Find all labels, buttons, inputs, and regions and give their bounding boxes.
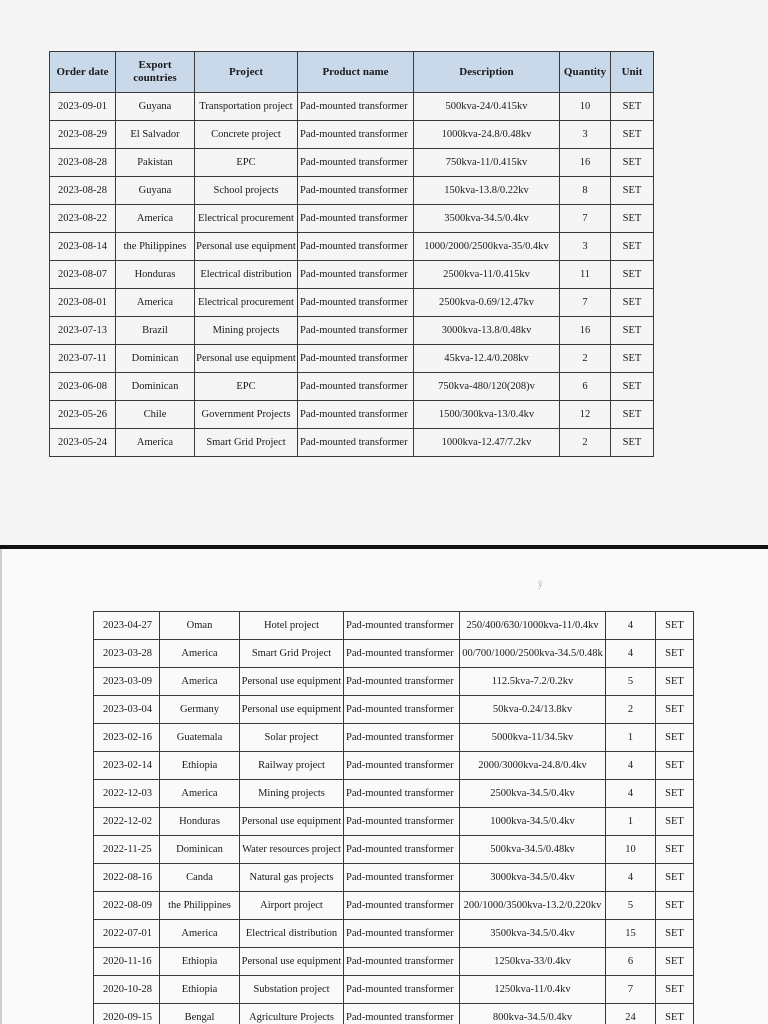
cell-product-name: Pad-mounted transformer <box>344 752 460 780</box>
cell-unit: SET <box>611 373 654 401</box>
cell-quantity: 16 <box>560 317 611 345</box>
cell-description: 45kva-12.4/0.208kv <box>414 345 560 373</box>
cell-quantity: 4 <box>606 780 656 808</box>
cell-unit: SET <box>656 892 694 920</box>
cell-country: Dominican <box>116 345 195 373</box>
cell-unit: SET <box>611 345 654 373</box>
cell-product-name: Pad-mounted transformer <box>344 724 460 752</box>
table-row <box>94 724 694 752</box>
cell-product-name: Pad-mounted transformer <box>298 401 414 429</box>
cell-order-date: 2020-09-15 <box>94 1004 160 1024</box>
cell-quantity: 4 <box>606 640 656 668</box>
cell-project: Water resources project <box>240 836 344 864</box>
cell-order-date: 2022-12-02 <box>94 808 160 836</box>
cell-quantity: 2 <box>560 345 611 373</box>
cell-product-name: Pad-mounted transformer <box>298 233 414 261</box>
cell-country: America <box>116 429 195 457</box>
cell-project: Personal use equipment <box>240 948 344 976</box>
cell-order-date: 2023-07-13 <box>50 317 116 345</box>
cell-order-date: 2023-05-24 <box>50 429 116 457</box>
table-row <box>50 93 654 121</box>
cell-description: 112.5kva-7.2/0.2kv <box>460 668 606 696</box>
table-row <box>50 149 654 177</box>
cell-project: Personal use equipment <box>240 696 344 724</box>
cell-unit: SET <box>656 1004 694 1024</box>
cell-country: Guyana <box>116 177 195 205</box>
cell-order-date: 2023-06-08 <box>50 373 116 401</box>
cell-project: Transportation project <box>195 93 298 121</box>
cell-unit: SET <box>656 780 694 808</box>
cell-order-date: 2023-02-16 <box>94 724 160 752</box>
cell-description: 500kva-34.5/0.48kv <box>460 836 606 864</box>
table-row <box>94 612 694 640</box>
cell-quantity: 6 <box>606 948 656 976</box>
table-row <box>94 780 694 808</box>
cell-project: Agriculture Projects <box>240 1004 344 1024</box>
cell-order-date: 2022-07-01 <box>94 920 160 948</box>
cell-quantity: 3 <box>560 121 611 149</box>
cell-project: Smart Grid Project <box>240 640 344 668</box>
cell-quantity: 10 <box>560 93 611 121</box>
cell-project: Mining projects <box>195 317 298 345</box>
table-row <box>94 976 694 1004</box>
table-row <box>94 864 694 892</box>
table-row <box>50 345 654 373</box>
cell-product-name: Pad-mounted transformer <box>344 920 460 948</box>
cell-unit: SET <box>656 724 694 752</box>
table-row <box>50 401 654 429</box>
cell-order-date: 2022-08-09 <box>94 892 160 920</box>
cell-quantity: 7 <box>606 976 656 1004</box>
cell-country: Chile <box>116 401 195 429</box>
cell-project: School projects <box>195 177 298 205</box>
cell-unit: SET <box>611 177 654 205</box>
table-row <box>94 920 694 948</box>
cell-unit: SET <box>611 261 654 289</box>
cell-quantity: 12 <box>560 401 611 429</box>
table-row <box>94 892 694 920</box>
cell-project: Personal use equipment <box>195 233 298 261</box>
table-row <box>94 668 694 696</box>
cell-quantity: 6 <box>560 373 611 401</box>
cell-description: 00/700/1000/2500kva-34.5/0.48k <box>460 640 606 668</box>
cell-country: the Philippines <box>116 233 195 261</box>
table-row <box>50 289 654 317</box>
cell-country: the Philippines <box>160 892 240 920</box>
orders-table-1 <box>49 51 654 457</box>
cell-country: Pakistan <box>116 149 195 177</box>
cell-country: Oman <box>160 612 240 640</box>
table-row <box>50 205 654 233</box>
cell-description: 150kva-13.8/0.22kv <box>414 177 560 205</box>
cell-unit: SET <box>656 668 694 696</box>
cell-unit: SET <box>656 612 694 640</box>
cell-description: 1000kva-12.47/7.2kv <box>414 429 560 457</box>
cell-order-date: 2023-08-29 <box>50 121 116 149</box>
cell-quantity: 4 <box>606 864 656 892</box>
header-order-date: Order date <box>50 52 116 93</box>
cell-order-date: 2023-08-07 <box>50 261 116 289</box>
cell-order-date: 2023-08-28 <box>50 149 116 177</box>
cell-description: 1000kva-24.8/0.48kv <box>414 121 560 149</box>
table-header-row <box>50 52 654 93</box>
cell-project: Electrical procurement <box>195 205 298 233</box>
cell-unit: SET <box>611 121 654 149</box>
cell-unit: SET <box>656 640 694 668</box>
cell-quantity: 1 <box>606 808 656 836</box>
cell-description: 2500kva-0.69/12.47kv <box>414 289 560 317</box>
cell-order-date: 2023-03-28 <box>94 640 160 668</box>
scan-speck: ỹ <box>538 579 543 589</box>
cell-order-date: 2023-05-26 <box>50 401 116 429</box>
cell-order-date: 2022-12-03 <box>94 780 160 808</box>
cell-unit: SET <box>656 976 694 1004</box>
header-description: Description <box>414 52 560 93</box>
table-row <box>94 808 694 836</box>
cell-quantity: 5 <box>606 892 656 920</box>
cell-description: 750kva-11/0.415kv <box>414 149 560 177</box>
cell-product-name: Pad-mounted transformer <box>298 205 414 233</box>
cell-order-date: 2020-10-28 <box>94 976 160 1004</box>
cell-quantity: 8 <box>560 177 611 205</box>
cell-country: Ethiopia <box>160 976 240 1004</box>
cell-order-date: 2022-08-16 <box>94 864 160 892</box>
table-row <box>94 752 694 780</box>
cell-country: Bengal <box>160 1004 240 1024</box>
cell-unit: SET <box>656 920 694 948</box>
cell-description: 1000kva-34.5/0.4kv <box>460 808 606 836</box>
cell-order-date: 2023-02-14 <box>94 752 160 780</box>
cell-product-name: Pad-mounted transformer <box>344 808 460 836</box>
cell-country: Dominican <box>160 836 240 864</box>
cell-product-name: Pad-mounted transformer <box>298 429 414 457</box>
cell-order-date: 2023-07-11 <box>50 345 116 373</box>
cell-quantity: 5 <box>606 668 656 696</box>
cell-order-date: 2023-03-04 <box>94 696 160 724</box>
orders-table-2 <box>93 611 694 1024</box>
cell-product-name: Pad-mounted transformer <box>298 177 414 205</box>
cell-unit: SET <box>611 401 654 429</box>
cell-country: Canda <box>160 864 240 892</box>
cell-unit: SET <box>656 948 694 976</box>
cell-project: Airport project <box>240 892 344 920</box>
cell-description: 50kva-0.24/13.8kv <box>460 696 606 724</box>
cell-country: Guyana <box>116 93 195 121</box>
header-project: Project <box>195 52 298 93</box>
cell-product-name: Pad-mounted transformer <box>298 121 414 149</box>
table-row <box>50 373 654 401</box>
cell-country: Germany <box>160 696 240 724</box>
cell-description: 1500/300kva-13/0.4kv <box>414 401 560 429</box>
cell-country: America <box>116 205 195 233</box>
cell-project: Electrical distribution <box>240 920 344 948</box>
cell-quantity: 16 <box>560 149 611 177</box>
cell-product-name: Pad-mounted transformer <box>298 289 414 317</box>
cell-project: Personal use equipment <box>240 668 344 696</box>
cell-country: El Salvador <box>116 121 195 149</box>
cell-quantity: 7 <box>560 289 611 317</box>
cell-description: 2000/3000kva-24.8/0.4kv <box>460 752 606 780</box>
cell-country: Ethiopia <box>160 948 240 976</box>
cell-description: 2500kva-11/0.415kv <box>414 261 560 289</box>
cell-project: Substation project <box>240 976 344 1004</box>
cell-project: Smart Grid Project <box>195 429 298 457</box>
cell-product-name: Pad-mounted transformer <box>298 149 414 177</box>
cell-project: Government Projects <box>195 401 298 429</box>
cell-description: 800kva-34.5/0.4kv <box>460 1004 606 1024</box>
cell-product-name: Pad-mounted transformer <box>344 612 460 640</box>
cell-country: Dominican <box>116 373 195 401</box>
table-row <box>94 948 694 976</box>
cell-description: 3500kva-34.5/0.4kv <box>460 920 606 948</box>
cell-unit: SET <box>611 205 654 233</box>
table-row <box>94 1004 694 1024</box>
cell-order-date: 2023-08-28 <box>50 177 116 205</box>
cell-project: EPC <box>195 373 298 401</box>
cell-project: Natural gas projects <box>240 864 344 892</box>
cell-product-name: Pad-mounted transformer <box>298 317 414 345</box>
cell-order-date: 2023-04-27 <box>94 612 160 640</box>
cell-quantity: 2 <box>606 696 656 724</box>
cell-product-name: Pad-mounted transformer <box>298 93 414 121</box>
cell-description: 3000kva-34.5/0.4kv <box>460 864 606 892</box>
cell-description: 750kva-480/120(208)v <box>414 373 560 401</box>
table-row <box>50 261 654 289</box>
cell-project: Electrical distribution <box>195 261 298 289</box>
cell-unit: SET <box>611 93 654 121</box>
cell-product-name: Pad-mounted transformer <box>344 668 460 696</box>
cell-quantity: 24 <box>606 1004 656 1024</box>
cell-quantity: 4 <box>606 612 656 640</box>
cell-project: Solar project <box>240 724 344 752</box>
cell-country: Brazil <box>116 317 195 345</box>
table-row <box>50 121 654 149</box>
cell-product-name: Pad-mounted transformer <box>344 780 460 808</box>
cell-quantity: 10 <box>606 836 656 864</box>
cell-product-name: Pad-mounted transformer <box>344 1004 460 1024</box>
cell-country: America <box>160 668 240 696</box>
cell-unit: SET <box>611 233 654 261</box>
cell-project: EPC <box>195 149 298 177</box>
cell-description: 250/400/630/1000kva-11/0.4kv <box>460 612 606 640</box>
table-row <box>50 429 654 457</box>
cell-unit: SET <box>656 752 694 780</box>
cell-product-name: Pad-mounted transformer <box>344 948 460 976</box>
cell-description: 5000kva-11/34.5kv <box>460 724 606 752</box>
cell-unit: SET <box>656 836 694 864</box>
cell-project: Concrete project <box>195 121 298 149</box>
cell-description: 1250kva-33/0.4kv <box>460 948 606 976</box>
table-row <box>94 640 694 668</box>
cell-quantity: 3 <box>560 233 611 261</box>
cell-unit: SET <box>611 429 654 457</box>
cell-unit: SET <box>656 696 694 724</box>
cell-product-name: Pad-mounted transformer <box>344 836 460 864</box>
cell-quantity: 11 <box>560 261 611 289</box>
cell-description: 500kva-24/0.415kv <box>414 93 560 121</box>
cell-quantity: 1 <box>606 724 656 752</box>
cell-product-name: Pad-mounted transformer <box>298 373 414 401</box>
cell-country: Honduras <box>160 808 240 836</box>
cell-project: Mining projects <box>240 780 344 808</box>
cell-description: 1000/2000/2500kva-35/0.4kv <box>414 233 560 261</box>
cell-country: America <box>160 920 240 948</box>
cell-product-name: Pad-mounted transformer <box>344 696 460 724</box>
cell-project: Personal use equipment <box>240 808 344 836</box>
cell-order-date: 2020-11-16 <box>94 948 160 976</box>
header-quantity: Quantity <box>560 52 611 93</box>
cell-country: America <box>160 780 240 808</box>
cell-description: 3500kva-34.5/0.4kv <box>414 205 560 233</box>
cell-order-date: 2023-08-14 <box>50 233 116 261</box>
cell-order-date: 2022-11-25 <box>94 836 160 864</box>
cell-order-date: 2023-08-01 <box>50 289 116 317</box>
cell-quantity: 4 <box>606 752 656 780</box>
cell-project: Railway project <box>240 752 344 780</box>
table-row <box>50 317 654 345</box>
cell-description: 2500kva-34.5/0.4kv <box>460 780 606 808</box>
cell-country: America <box>160 640 240 668</box>
cell-project: Electrical procurement <box>195 289 298 317</box>
cell-project: Personal use equipment <box>195 345 298 373</box>
cell-product-name: Pad-mounted transformer <box>344 976 460 1004</box>
header-export-countries: Export countries <box>116 52 195 93</box>
cell-product-name: Pad-mounted transformer <box>344 892 460 920</box>
table-row <box>50 233 654 261</box>
table-row <box>94 696 694 724</box>
cell-description: 1250kva-11/0.4kv <box>460 976 606 1004</box>
cell-unit: SET <box>611 289 654 317</box>
cell-product-name: Pad-mounted transformer <box>344 864 460 892</box>
cell-project: Hotel project <box>240 612 344 640</box>
cell-product-name: Pad-mounted transformer <box>298 261 414 289</box>
scanned-page-2 <box>0 549 768 1024</box>
cell-unit: SET <box>611 317 654 345</box>
cell-quantity: 15 <box>606 920 656 948</box>
cell-order-date: 2023-09-01 <box>50 93 116 121</box>
cell-product-name: Pad-mounted transformer <box>298 345 414 373</box>
cell-unit: SET <box>656 808 694 836</box>
cell-unit: SET <box>611 149 654 177</box>
cell-country: Ethiopia <box>160 752 240 780</box>
cell-unit: SET <box>656 864 694 892</box>
cell-country: Honduras <box>116 261 195 289</box>
cell-quantity: 7 <box>560 205 611 233</box>
cell-quantity: 2 <box>560 429 611 457</box>
cell-country: America <box>116 289 195 317</box>
cell-description: 200/1000/3500kva-13.2/0.220kv <box>460 892 606 920</box>
cell-order-date: 2023-03-09 <box>94 668 160 696</box>
cell-description: 3000kva-13.8/0.48kv <box>414 317 560 345</box>
cell-country: Guatemala <box>160 724 240 752</box>
cell-product-name: Pad-mounted transformer <box>344 640 460 668</box>
header-unit: Unit <box>611 52 654 93</box>
table-row <box>94 836 694 864</box>
header-product-name: Product name <box>298 52 414 93</box>
table-row <box>50 177 654 205</box>
cell-order-date: 2023-08-22 <box>50 205 116 233</box>
